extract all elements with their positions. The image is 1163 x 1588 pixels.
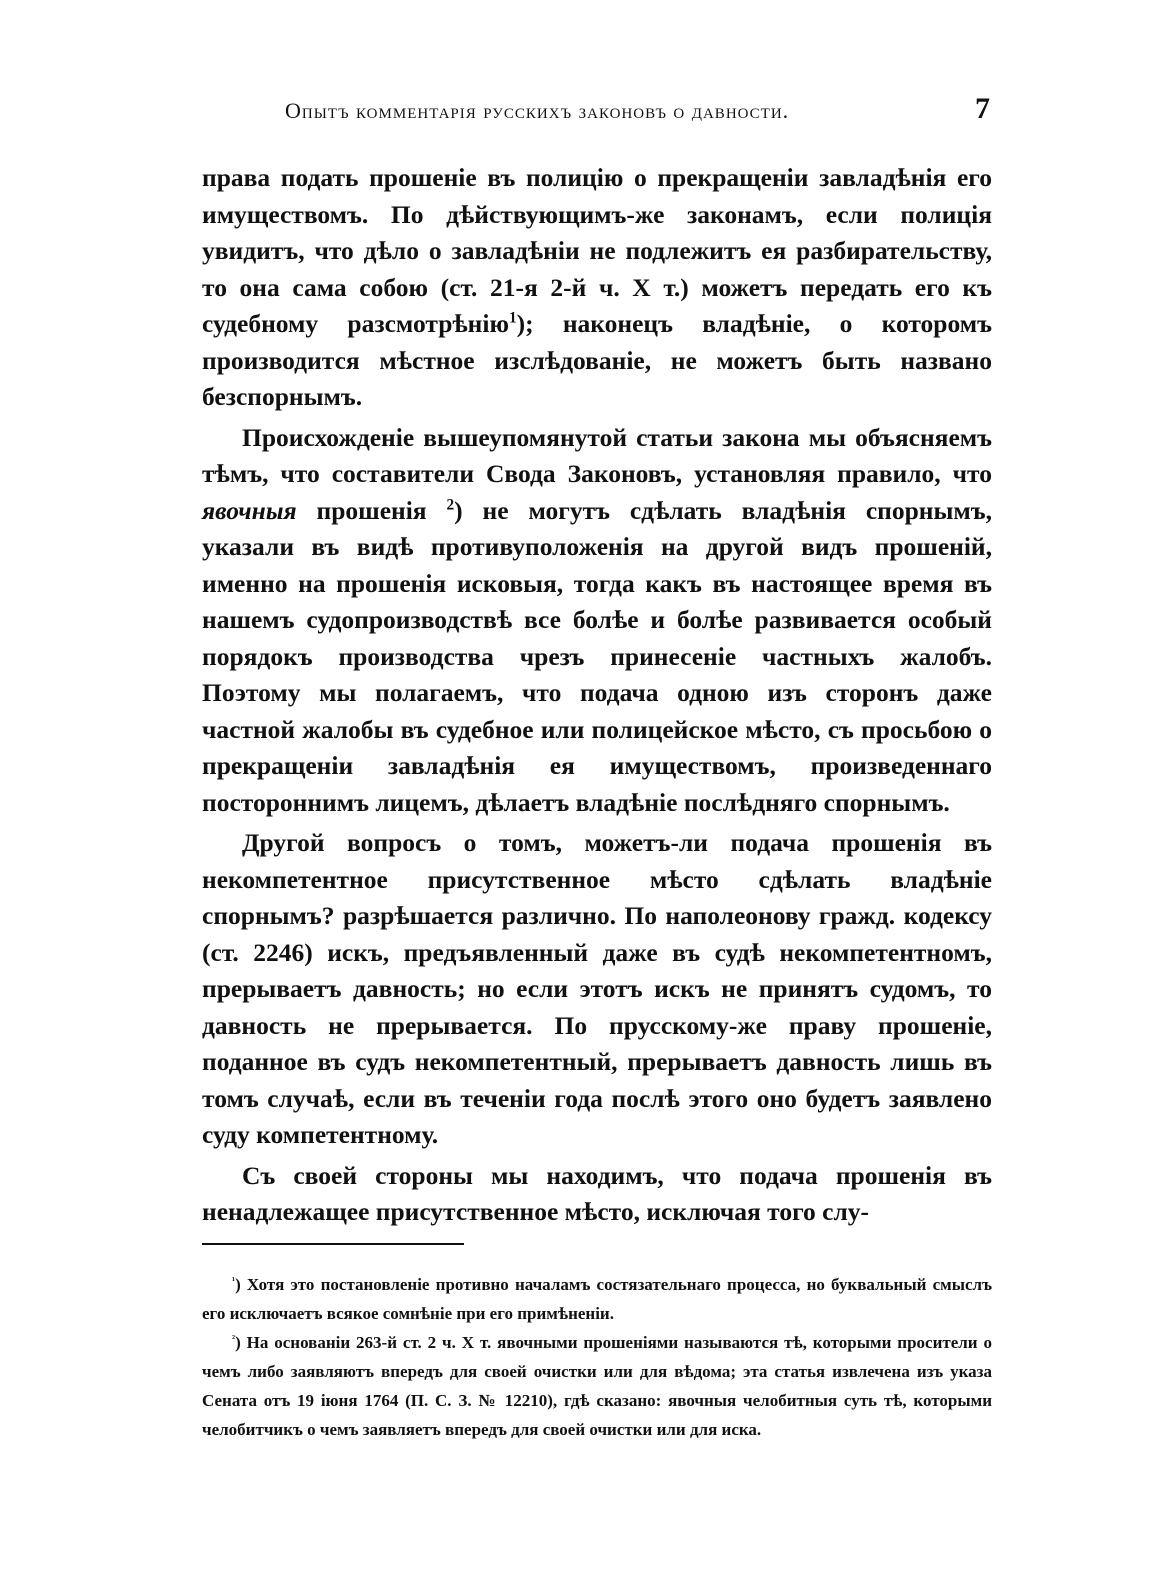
page-number: 7 bbox=[975, 92, 990, 125]
footnote-text: ) Хотя это постановленіе противно началамъ состязательнаго процесса, но буквальный смыслъ его исключаетъ всякое сомнѣніе при его примѣненіи. bbox=[202, 1275, 992, 1323]
footnote-separator bbox=[202, 1243, 464, 1245]
paragraph-3 bbox=[202, 825, 992, 1154]
footnote-ref: 1 bbox=[508, 309, 517, 327]
paragraph-text: прошенія bbox=[296, 495, 447, 525]
footnote-mark: ² bbox=[232, 1333, 236, 1345]
footnote-text: ) На основаніи 263-й ст. 2 ч. X т. явочными прошеніями называются тѣ, которыми просители о чемъ либо заявляютъ впередъ для своей очистки или для вѣдома; эта статья извлечена изъ указа Сената отъ 19 іюня 1764 (П. С. З. № 12210), гдѣ сказано: явочныя челобитныя суть тѣ, которыми челобитчикъ о чемъ заявляетъ впередъ для своей очистки или для иска. bbox=[202, 1333, 992, 1439]
paragraph-text: Съ своей стороны мы находимъ, что подача прошенія въ ненадлежащее присутственное мѣсто, исключая того слу- bbox=[202, 1160, 992, 1226]
paragraph-text: права подать прошеніе въ полицію о прекращеніи завладѣнія его имуществомъ. По дѣйствующимъ-же законамъ, если полиція увидитъ, что дѣло о завладѣніи не подлежитъ ея разбирательству, то она сама собою (ст. 21-я 2-й ч. X т.) можетъ передать его къ судебному разсмотрѣнію bbox=[202, 163, 992, 338]
footnote-2 bbox=[202, 1328, 992, 1444]
running-head: Опытъ комментарія русскихъ законовъ о давности. bbox=[285, 98, 790, 123]
footnote-ref: 2 bbox=[446, 496, 455, 513]
footnote-1 bbox=[202, 1270, 992, 1328]
body-text bbox=[202, 160, 992, 1235]
paragraph-2 bbox=[202, 420, 992, 822]
footnote-mark: ¹ bbox=[232, 1275, 236, 1287]
italic-term: явочныя bbox=[202, 495, 297, 525]
footnotes bbox=[202, 1270, 992, 1444]
paragraph-text: ) не могутъ сдѣлать владѣнія спорнымъ, указали въ видѣ противуположенія на другой видъ прошеній, именно на прошенія исковыя, тогда какъ въ настоящее время въ нашемъ судопроизводствѣ все болѣе и болѣе развивается особый порядокъ производства чрезъ принесеніе частныхъ жалобъ. Поэтому мы полагаемъ, что подача одною изъ сторонъ даже частной жалобы въ судебное или полицейское мѣсто, съ просьбою о прекращеніи завладѣнія ея имуществомъ, произведеннаго постороннимъ лицемъ, дѣлаетъ владѣніе послѣдняго спорнымъ. bbox=[202, 495, 992, 817]
paragraph-4 bbox=[202, 1158, 992, 1231]
paragraph-text: Другой вопросъ о томъ, можетъ-ли подача прошенія въ некомпетентное присутственное мѣсто сдѣлать владѣніе спорнымъ? разрѣшается различно. По наполеонову гражд. кодексу (ст. 2246) искъ, предъявленный даже въ судѣ некомпетентномъ, прерываетъ давность; но если этотъ искъ не принятъ судомъ, то давность не прерывается. По прусскому-же праву прошеніе, поданное въ судъ некомпетентный, прерываетъ давность лишь въ томъ случаѣ, если въ теченіи года послѣ этого оно будетъ заявлено суду компетентному. bbox=[202, 828, 992, 1149]
paragraph-1 bbox=[202, 160, 992, 416]
paragraph-text: ); наконецъ владѣніе, о которомъ производится мѣстное изслѣдованіе, не можетъ быть названо безспорнымъ. bbox=[202, 309, 992, 411]
paragraph-text: Происхожденіе вышеупомянутой статьи закона мы объясняемъ тѣмъ, что составители Свода Законовъ, установляя правило, что bbox=[202, 422, 992, 488]
